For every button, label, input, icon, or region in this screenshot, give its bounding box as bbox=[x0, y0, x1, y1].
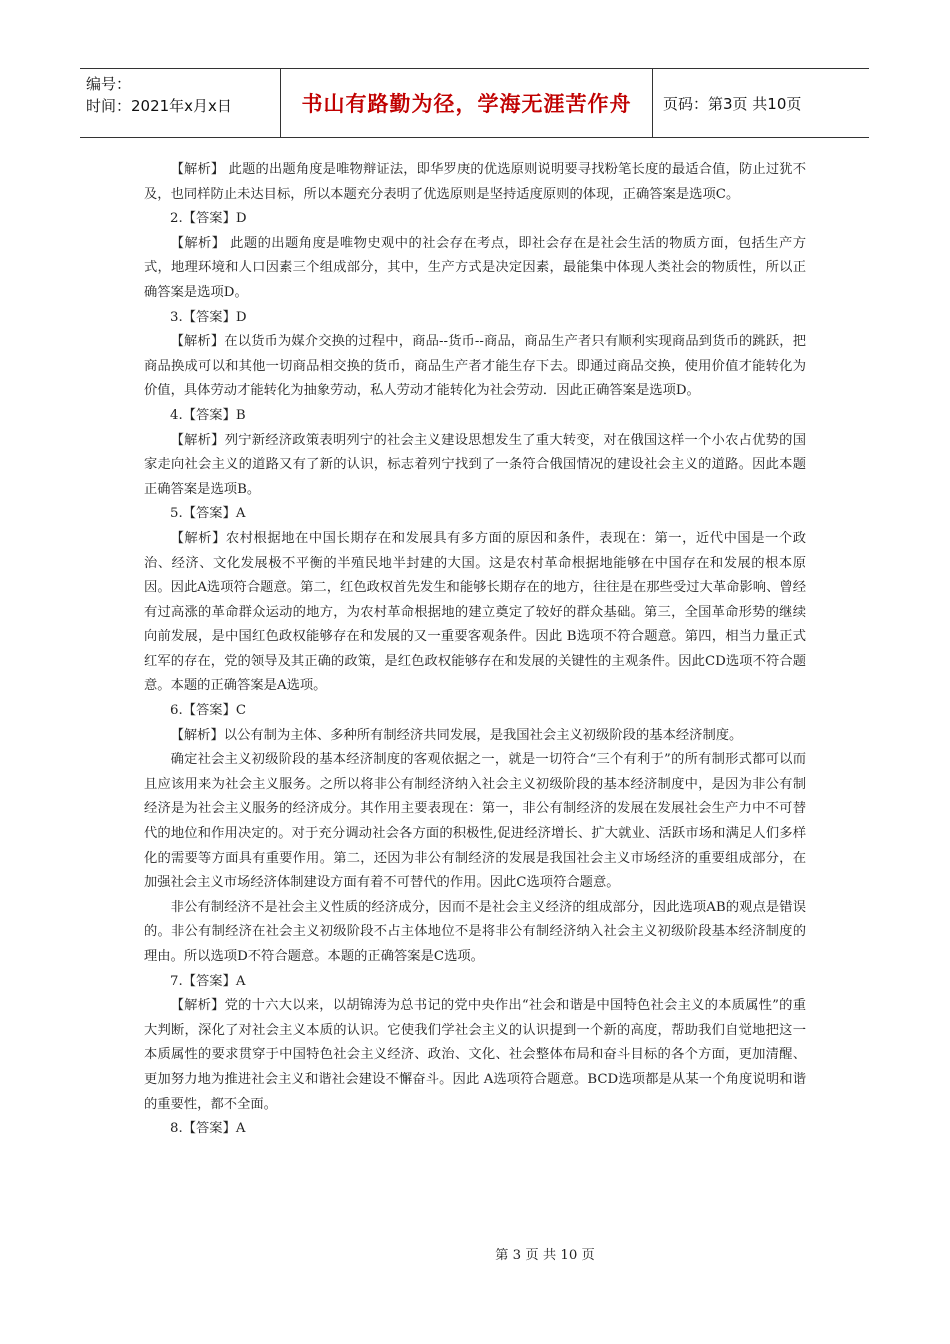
answer-line: 3.【答案】D bbox=[170, 309, 247, 325]
answer-line: 6.【答案】C bbox=[170, 703, 247, 719]
number-label: 编号： bbox=[86, 75, 132, 93]
answer-line: 2.【答案】D bbox=[170, 211, 247, 227]
page-header bbox=[80, 68, 869, 138]
header-motto: 书山有路勤为径，学海无涯苦作舟 bbox=[281, 69, 653, 137]
analysis-paragraph: 【解析】党的十六大以来，以胡锦涛为总书记的党中央作出“社会和谐是中国特色社会主义的本质属性”的重大判断，深化了对社会主义本质的认识。它使我们学社会主义的认识提到一个新的高度，帮助我们自觉地把这一本质属性的要求贯穿于中国特色社会主义经济、政治、文化、社会整体布局和奋斗目标的各个方面，更加清醒、更加努力地为推进社会主义和谐社会建设不懈奋斗。因此 A选项符合题意。BCD选项都是从某一个角度说明和谐的重要性，都不全面。 bbox=[144, 998, 806, 1112]
analysis-paragraph: 【解析】在以货币为媒介交换的过程中，商品--货币--商品，商品生产者只有顺利实现商品到货币的跳跃，把商品换成可以和其他一切商品相交换的货币，商品生产者才能生存下去。即通过商品交换，使用价值才能转化为价值，具体劳动才能转化为抽象劳动，私人劳动才能转化为社会劳动．因此正确答案是选项D。 bbox=[144, 334, 806, 399]
analysis-paragraph: 【解析】农村根据地在中国长期存在和发展具有多方面的原因和条件，表现在：第一，近代中国是一个政治、经济、文化发展极不平衡的半殖民地半封建的大国。这是农村革命根据地能够在中国存在和发展的根本原因。因此A选项符合题意。第二，红色政权首先发生和能够长期存在的地方，往往是在那些受过大革命影响、曾经有过高涨的革命群众运动的地方，为农村革命根据地的建立奠定了较好的群众基础。第三，全国革命形势的继续向前发展，是中国红色政权能够存在和发展的又一重要客观条件。因此 B选项不符合题意。第四，相当力量正式红军的存在，党的领导及其正确的政策，是红色政权能够存在和发展的关键性的主观条件。因此CD选项不符合题意。本题的正确答案是A选项。 bbox=[144, 530, 806, 694]
analysis-paragraph: 【解析】列宁新经济政策表明列宁的社会主义建设思想发生了重大转变，对在俄国这样一个小农占优势的国家走向社会主义的道路又有了新的认识，标志着列宁找到了一条符合俄国情况的建设社会主义的道路。因此本题正确答案是选项B。 bbox=[144, 432, 806, 497]
header-meta bbox=[80, 69, 281, 137]
answer-line: 5.【答案】A bbox=[170, 506, 246, 522]
document-body bbox=[144, 158, 806, 1142]
time-label: 时间：2021年x月x日 bbox=[86, 97, 232, 115]
analysis-paragraph: 【解析】 此题的出题角度是唯物史观中的社会存在考点，即社会存在是社会生活的物质方面，包括生产方式，地理环境和人口因素三个组成部分，其中，生产方式是决定因素，最能集中体现人类社会的物质性，所以正确答案是选项D。 bbox=[144, 235, 806, 300]
analysis-paragraph: 【解析】以公有制为主体、多种所有制经济共同发展，是我国社会主义初级阶段的基本经济制度。 bbox=[170, 727, 743, 743]
answer-line: 7.【答案】A bbox=[170, 973, 246, 989]
page-footer: 第 3 页 共 10 页 bbox=[495, 1248, 595, 1263]
analysis-paragraph: 【解析】 此题的出题角度是唯物辩证法，即华罗庚的优选原则说明要寻找粉笔长度的最适合值，防止过犹不及，也同样防止未达目标，所以本题充分表明了优选原则是坚持适度原则的体现，正确答案是选项C。 bbox=[144, 162, 806, 202]
answer-line: 8.【答案】A bbox=[170, 1121, 246, 1137]
answer-line: 4.【答案】B bbox=[170, 407, 246, 423]
analysis-paragraph: 确定社会主义初级阶段的基本经济制度的客观依据之一，就是一切符合“三个有利于”的所有制形式都可以而且应该用来为社会主义服务。之所以将非公有制经济纳入社会主义初级阶段的基本经济制度中，是因为非公有制经济是为社会主义服务的经济成分。其作用主要表现在：第一，非公有制经济的发展在发展社会生产力中不可替代的地位和作用决定的。对于充分调动社会各方面的积极性,促进经济增长、扩大就业、活跃市场和满足人们多样化的需要等方面具有重要作用。第二，还因为非公有制经济的发展是我国社会主义市场经济的重要组成部分，在加强社会主义市场经济体制建设方面有着不可替代的作用。因此C选项符合题意。 bbox=[144, 752, 806, 891]
header-page-info: 页码：第3页 共10页 bbox=[663, 94, 802, 113]
analysis-paragraph: 非公有制经济不是社会主义性质的经济成分，因而不是社会主义经济的组成部分，因此选项AB的观点是错误的。非公有制经济在社会主义初级阶段不占主体地位不是将非公有制经济纳入社会主义初级阶段基本经济制度的理由。所以选项D不符合题意。本题的正确答案是C选项。 bbox=[144, 899, 806, 964]
